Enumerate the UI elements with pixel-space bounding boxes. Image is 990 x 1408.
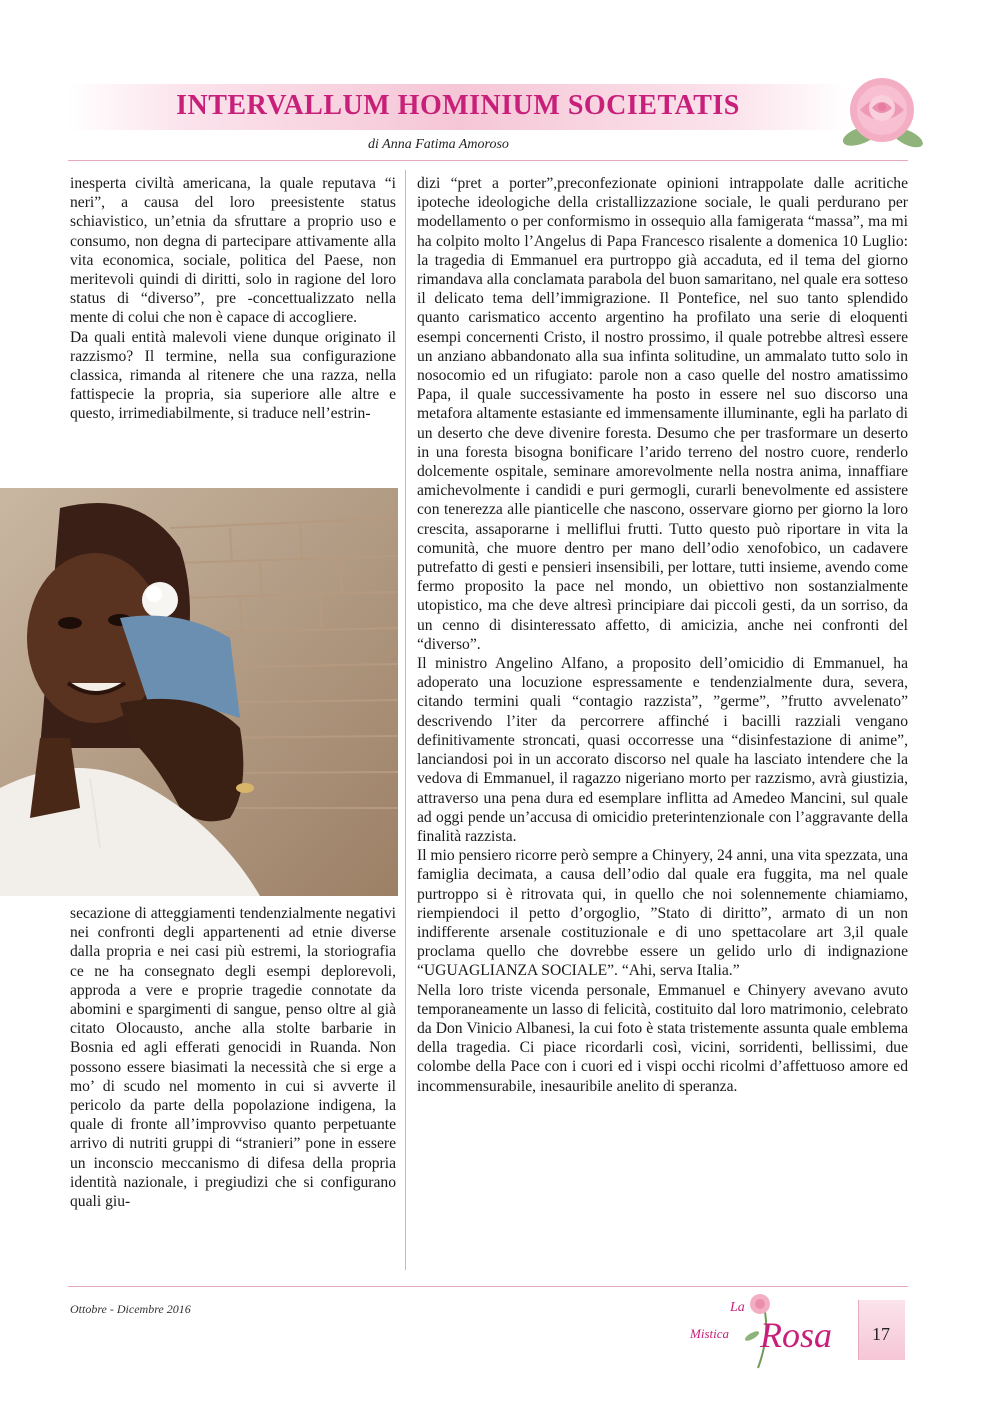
wedding-photo [0,488,398,896]
header-divider [68,160,908,161]
logo-text-la: La [730,1300,745,1315]
paragraph: Nella loro triste vicenda personale, Emmanuel e Chinyery avevano avuto temporaneamente un lasso di felicità, costituito dal loro matrimonio, celebrato da Don Vinicio Albanesi, la cui foto è stata tristemente assunta quale emblema della tragedia. Ci piace ricordarli così, vicini, sorridenti, bellissimi, due colombe della Pace con i cuori ed i vispi occhi ricolmi d’affettuoso amore ed incommensurabile, inesauribile anelito di speranza. [417,981,908,1095]
footer-divider [68,1286,908,1287]
issue-date: Ottobre - Dicembre 2016 [70,1302,191,1316]
right-column [417,174,908,1096]
paragraph: secazione di atteggiamenti tendenzialmente negativi nei confronti degli appartenenti ad etnie diverse dalla propria e nei casi più estremi, la storiografia ce ne ha consegnato degli esempi deplorevoli, approda a vere e proprie tragedie connotate da abomini e spargimenti di sangue, penso oltre al già citato Olocausto, anche alla stolte barbarie in Bosnia ed agli efferati genocidi in Ruanda. Non possono essere biasimati la necessità che si erge a mo’ di scudo nel momento in cui si avverte il pericolo da parte della popolazione indigena, la quale di fronte all’improvviso quanto perpetuante arrivo di nutriti gruppi di “stranieri” pone in essere un inconscio meccanismo di difesa della propria identità nazionale, i pregiudizi che si configurano quali giu- [70,905,396,1211]
paragraph: Da quali entità malevoli viene dunque originato il razzismo? Il termine, nella sua configurazione classica, rimanda al ritenere che una razza, nella fattispecie la propria, sia superiore alle altre e questo, irrimediabilmente, si traduce nell’estrin- [70,328,396,423]
logo-text-rosa: Rosa [760,1315,832,1355]
paragraph: Il ministro Angelino Alfano, a proposito dell’omicidio di Emmanuel, ha adoperato una locuzione espressamente e tendenzialmente dura, severa, citando termini quali “contagio razzista”, ”germe”, ”frutto avvelenato” descrivendo l’iter da percorrere affinché i bacilli razziali vengano definitivamente stroncati, quasi occorresse una “disinfestazione di anime”, lanciandosi poi in un accorato discorso nel quale ha lasciato intendere che la vedova di Emmanuel, il ragazzo nigeriano morto per razzismo, avrà giustizia, attraverso una pena dura ed esemplare inflitta ad Amedeo Mancini, sul quale ad oggi pende un’accusa di omicidio preterintenzionale con l’aggravante della finalità razzista. [417,655,908,845]
page-title: INTERVALLUM HOMINIUM SOCIETATIS [176,90,740,121]
column-divider [405,170,406,1270]
left-column-top [70,174,396,424]
byline: di Anna Fatima Amoroso [368,137,509,152]
rose-icon [830,66,930,156]
logo-text-mistica: Mistica [690,1326,729,1341]
paragraph: Il mio pensiero ricorre però sempre a Chinyery, 24 anni, una vita spezzata, una famiglia decimata, a causa dell’odio dal quale era fuggita, ma nel quale purtroppo si è ritrovata qui, in quello che noi solennemente chiamiamo, riempiendoci il petto d’orgoglio, ”Stato di diritto”, armato di un non indifferente arsenale costituzionale e di uno spettacolare art 3,il quale proclama quello che dovrebbe essere un gelido urlo di indignazione “UGUAGLIANZA SOCIALE”. “Ahi, serva Italia.” [417,847,908,980]
page-number: 17 [872,1324,890,1344]
paragraph: dizi “pret a porter”,preconfezionate opinioni intrappolate dalle acritiche ipoteche ideologiche della cristallizzazione sociale, le quali perdurano per modellamento o per conformismo in ossequio alla famigerata “massa”, ma mi ha colpito molto l’Angelus di Papa Francesco risalente a domenica 10 Luglio: la tragedia di Emmanuel era purtroppo già accaduta, ed il tema del giorno rimandava alla conclamata parabola del buon samaritano, nel quale era sotteso il delicato tema dell’immigrazione. Il Pontefice, nel suo tanto splendido quanto carismatico accento argentino ha profilato una serie di eloquenti esempi concernenti Cristo, il nostro prossimo, il quale potrebbe altresì essere un anziano abbandonato alla sua infinta solitudine, un ammalato tutto solo in nosocomio ed un rifugiato: parole non a caso quelle del nostro amatissimo Papa, il quale successivamente ha posto in essere nel suo discorso una metafora altamente estasiante ed immensamente illuminante, egli ha parlato di un deserto che deve divenire foresta. Desumo che per trasformare un deserto in una foresta bisogna bonificare l’arido terreno del nostro cuore, renderlo dolcemente ospitale, seminare amorevolmente nella nostra anima, innaffiare amichevolmente i candidi e puri germogli, curarli benevolmente ed assistere con tenerezza alle pianticelle che nascono, osservare giorno per giorno la loro crescita, assaporarne i melliflui frutti. Tutto questo può riportare in vita la comunità, che muore dentro per mano dell’odio xenofobico, un cadavere putrefatto di gesti e pensieri insensibili, per lottare, tutti insieme, avendo come fermo proposito la pace nel mondo, un obiettivo non sostanzialmente utopistico, ma che deve altresì principiare dai piccoli gesti, da un sorriso, da un cenno di disinteressato affetto, di amicizia, anche nei confronti del “diverso”. [417,175,908,653]
paragraph: inesperta civiltà americana, la quale reputava “i neri”, a causa del loro preesistente status schiavistico, un’etnia da sfruttare a proprio uso e consumo, non degna di partecipare attivamente alla vita economica, sociale, politica del Paese, non meritevoli quindi di diritti, solo in ragione del loro status di “diverso”, pre -concettualizzato nella mente di colui che non è capace di accogliere. [70,175,396,327]
left-column-bottom [70,904,396,1211]
